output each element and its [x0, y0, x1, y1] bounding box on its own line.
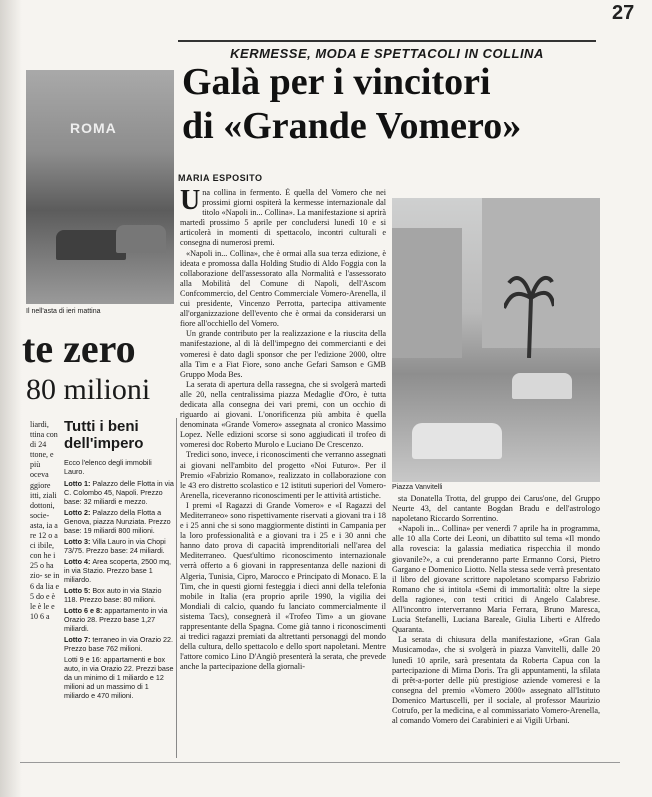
article-paragraph: «Napoli in... Collina» per venerdì 7 aprile ha in programma, alle 10 alla Corte dei Leoni, un dibattito sul tema «Il mondo alla rovescia: la galassia mediatica rispecchia il mondo giovanile?», a cui prenderanno parte Ermanno Corsi, Pietro Gargano e Domenico Liotto. Nella stessa sede verrà presentato il libro del giovane scrittore napoletano scomparso Fabrizio Romano che si intitola «Semi di immortalità: oltre la siepe della ragione», con testi critici di Angelo Calabrese. All'incontro interverranno Maria Ferrara, Bruno Maresca, Lucia Stefanelli, Luciana Bareale, Giulia Liberti e Alfredo Quaranta. [392, 524, 600, 635]
building-shape [392, 228, 462, 358]
article-paragraph: na collina in fermento. È quella del Vomero che nei prossimi giorni ospiterà la kermesse internazionale dal titolo «Napoli in... Collina». La manifestazione si aprirà martedì prossimo 5 aprile per concludersi lunedì 10 e si articolerà in momenti di spettacolo, incontri culturali e consegna di numerosi premi. [180, 188, 386, 248]
lot-label: Lotto 1: [64, 479, 93, 488]
lot-item [64, 586, 174, 604]
lot-label: Lotto 4: [64, 557, 93, 566]
headline-line-1: Galà per i vincitori [182, 61, 491, 103]
lot-item [64, 635, 174, 653]
article-paragraph: Tredici sono, invece, i riconoscimenti che verranno assegnati ai giovani nell'ambito del progetto «Noi Futuro». Per il Premio «Fabrizio Romano», realizzato in collaborazione con le 43 ero distretto scolastico e 12 istituti superiori del Vomero-Arenella, riceveranno riconoscimenti per le attività artistiche. [180, 450, 386, 500]
article-paragraph: I premi «I Ragazzi di Grande Vomero» e «I Ragazzi del Mediterraneo» sono rispettivamente riservati a giovani tra i 18 e i 25 anni che si sono maggiormente distinti in Campania per la loro professionalità e a giovani tra i 25 e i 30 anni che hanno dato prova di capacità imprenditoriali nell'area del Mediterraneo. Quest'ultimo riconoscimento internazionale verrà offerto a 6 giovani in rappresentanza delle nazioni di Algeria, Tunisia, Cipro, Marocco e Principato di Monaco. E la Tim, che in questi giorni festeggia i dieci anni della telefonia mobile in Italia (era proprio aprile 1990, la vigilia dei Mondiali di calcio, quando fu lanciato commercialmente il sistema Tacs), consegnerà il «Trofeo Tim» a un giovane rappresentante della Spagna. Come già tanno i riconoscimenti ai tredici ragazzi premiati da altrettanti personaggi del mondo della cultura, dello spettacolo e dello sport napoletani. Mentre l'attore comico Lino D'Angiò presenterà la serata, che prevede anche la partecipazione della giornali- [180, 500, 386, 672]
teaser-sub-text: 80 milioni [26, 373, 151, 406]
lot-list [64, 479, 174, 700]
lot-text: Villa Lauro in via Chopi 73/75. Prezzo base: 24 miliardi. [64, 537, 166, 555]
article-column-2 [392, 494, 600, 760]
lot-text: Palazzo delle Flotta in via C. Colombo 45, Napoli. Prezzo base: 32 miliardi e mezzo. [64, 479, 174, 506]
column-divider [176, 418, 177, 758]
palm-tree-icon [504, 268, 554, 358]
photo-caption: Il nell'asta di ieri mattina [26, 308, 101, 315]
photo-caption: Piazza Vanvitelli [392, 484, 443, 491]
article-paragraph: Un grande contributo per la realizzazione e la riuscita della manifestazione, al di là dell'impegno dei commercianti e dei vomeresi è dato dagli sponsor che per l'edizione 2000, oltre alla Tim e a Fiat Fiore, sono anche Gefari Samson e GMB Gruppo Moda Bes. [180, 329, 386, 379]
article-paragraph: sta Donatella Trotta, del gruppo dei Carus'one, del Gruppo Neurte 43, del cantante Bogdan Bradu e dell'astrologo napoletano Riccardo Sorrentino. [392, 494, 600, 524]
lot-text: Box auto in via Stazio 118. Prezzo base: 80 milioni. [64, 586, 162, 604]
drop-cap: U [180, 188, 201, 216]
scan-shadow [0, 0, 22, 797]
lot-text: Palazzo della Flotta a Genova, piazza Nunziata. Prezzo base: 19 miliardi 800 milioni. [64, 508, 171, 535]
article-paragraph: «Napoli in... Collina», che è ormai alla sua terza edizione, è ideata e promossa dalla Holding Studio di Aldo Foggia con la collaborazione dell'assessorato alla Normalità e l'assessorato alla Mobilità del Comune di Napoli, dell'Ascom Confcommercio, del Centro Commerciale Vomero-Arenella, il cui presidente, Vincenzo Perrotta, partecipa attivamente all'organizzazione dell'evento che è ormai da considerarsi un fiore all'occhiello del Vomero. [180, 248, 386, 329]
lot-item [64, 606, 174, 633]
article-column-1 [180, 188, 386, 760]
page-number: 27 [612, 2, 635, 24]
kicker: KERMESSE, MODA E SPETTACOLI IN COLLINA [230, 46, 544, 61]
sidebar-title: Tutti i beni dell'impero [64, 418, 144, 452]
lot-label: Lotto 5: [64, 586, 93, 595]
car-shape [412, 423, 502, 459]
car-shape [512, 373, 572, 399]
roma-sign: ROMA [70, 120, 117, 136]
lot-text: Lotti 9 e 16: appartamenti e box auto, in via Orazio 22. Prezzi base da un minimo di 1 miliardo e 12 milioni ad un massimo di 1 miliardo e 470 milioni. [64, 655, 174, 700]
article-paragraph: La serata di apertura della rassegna, che si svolgerà martedì alle 20, nella centralissima piazza Medaglie d'Oro, è tutta dedicata alla consegna dei vari premi, con un occhio di riguardo ai giovani. L'onorificenza più ambita è quella denominata «Grande Vomero» assegnata al cronico Massimo Lopez. Nelle edizioni scorse si sono aggiudicati il trofeo di vomeresi doc Roberto Murolo e Luciano De Crescenzo. [180, 379, 386, 450]
top-rule [178, 40, 596, 42]
lot-text: Area scoperta, 2500 mq, in via Stazio. Prezzo base 1 miliardo. [64, 557, 172, 584]
lot-item [64, 557, 174, 584]
byline: MARIA ESPOSITO [178, 173, 263, 183]
lot-text: appartamento in via Orazio 28. Prezzo base 1,27 miliardi. [64, 606, 168, 633]
teaser-headline: te zero [22, 326, 136, 371]
headline-line-2: di «Grande Vomero» [182, 105, 522, 147]
teaser-subheadline [26, 374, 150, 406]
bottom-rule [20, 762, 620, 763]
photo-palazzo-roma [26, 70, 174, 304]
lot-label: Lotto 3: [64, 537, 93, 546]
sidebar-box [64, 418, 174, 758]
lot-item [64, 537, 174, 555]
photo-piazza-vanvitelli [392, 198, 600, 482]
lot-text: terraneo in via Orazio 22. Prezzo base 762 milioni. [64, 635, 174, 653]
sidebar-intro: Ecco l'elenco degli immobili Lauro. [64, 458, 152, 476]
lot-item [64, 655, 174, 700]
left-fragment-column: liardi, ttina con di 24 ttone, e più oceva ggiore itti, ziali dottoni, socie- asta, ia a re 12 o a ci ibile, con he i 25 o ha zio- se in 6 da lia e 5 do e è le è le e 10 6 a [30, 420, 60, 621]
lot-item [64, 508, 174, 535]
lot-label: Lotto 6 e 8: [64, 606, 105, 615]
lot-label: Lotto 7: [64, 635, 93, 644]
article-paragraph: La serata di chiusura della manifestazione, «Gran Gala Musicamoda», che si svolgerà in piazza Vanvitelli, dalle 20 lunedì 10 aprile, sarà presentata da Roberta Capua con la partecipazione di Mirna Doris. Tra gli appuntamenti, la sfilata di prêt-a-porter delle più prestigiose aziende vomeresi e la consegna del premio «Vomero 2000» assegnato all'Istituto Domenico Martuscelli, per il sociale, al professor Maurizio Cotrufo, per la medicina, e al commissariato Vomero-Arenella, al comando Vomero dei Carabinieri e ai Vigili Urbani. [392, 635, 600, 726]
lot-label: Lotto 2: [64, 508, 93, 517]
car-shape [116, 225, 166, 253]
lot-item [64, 479, 174, 506]
headline [182, 60, 602, 148]
